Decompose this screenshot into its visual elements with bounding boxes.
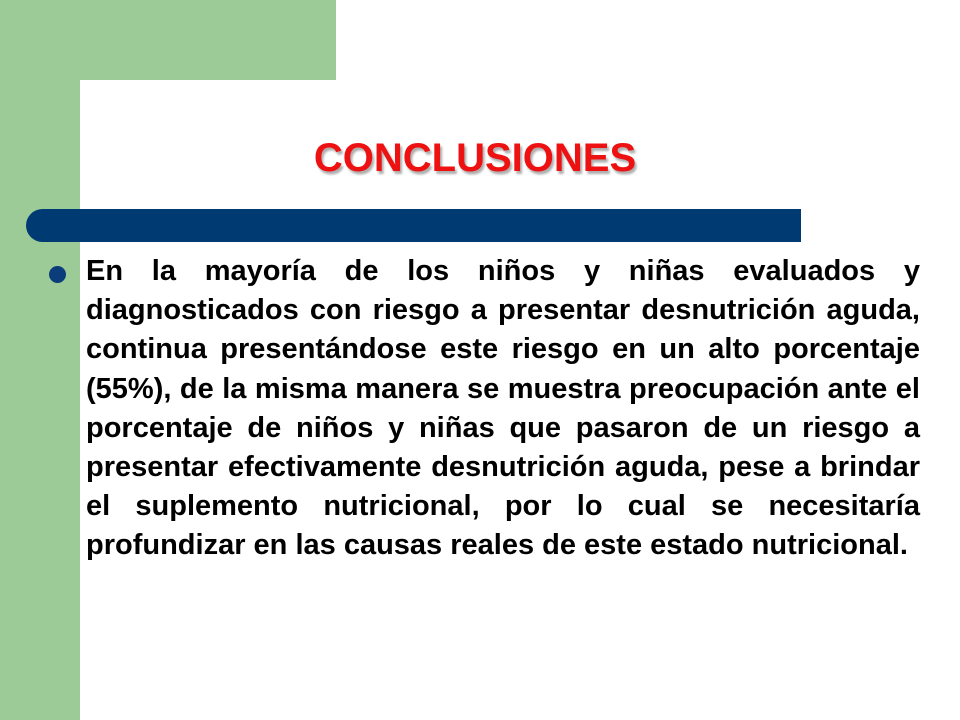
title-underline-bar <box>26 209 801 242</box>
bullet-text: En la mayoría de los niños y niñas evaluados y diagnosticados con riesgo a presentar desnutrición aguda, continua presentándose este riesgo en un alto porcentaje (55%), de la misma manera se muestra preocupación ante el porcentaje de niños y niñas que pasaron de un riesgo a presentar efectivamente desnutrición aguda, pese a brindar el suplemento nutricional, por lo cual se necesitaría profundizar en las causas reales de este estado nutricional. <box>86 255 920 562</box>
bullet-dot-icon <box>49 266 66 283</box>
green-side-band <box>0 0 80 720</box>
green-top-band <box>0 0 336 80</box>
slide-title: CONCLUSIONES <box>313 136 637 180</box>
